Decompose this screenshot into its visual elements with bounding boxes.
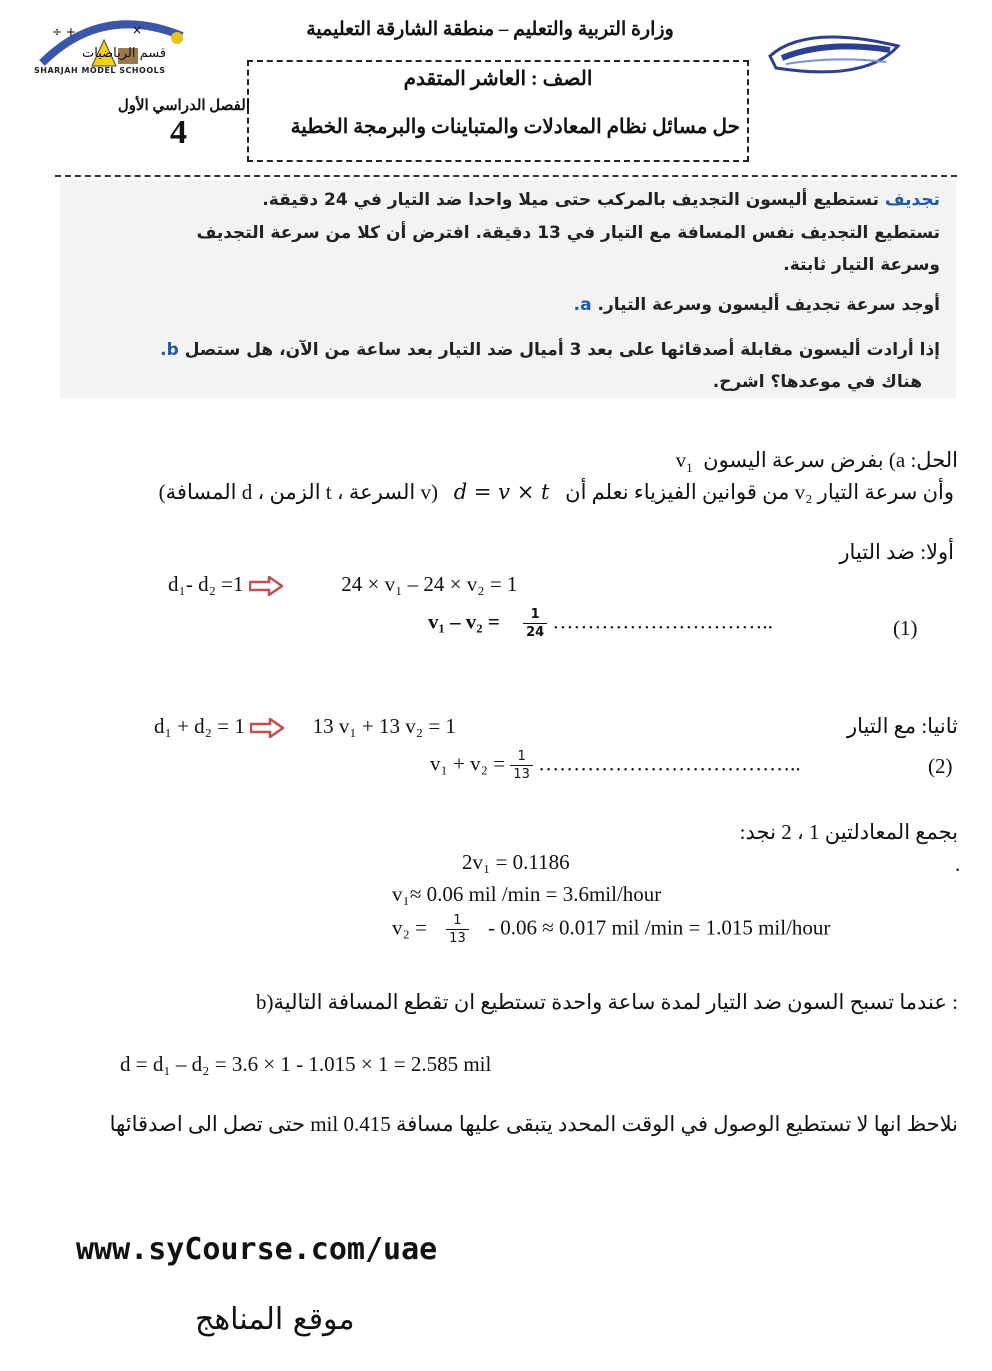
- eq2-dots: ………………………………..: [538, 751, 801, 776]
- eq1-numerator: 1: [523, 608, 547, 624]
- svg-text:÷ +: ÷ +: [52, 25, 76, 39]
- school-emblem-graphic: [766, 22, 906, 84]
- eq-a-right: 24 × v₁ – 24 × v₂ = 1: [341, 572, 518, 596]
- model-secondary-school-logo: [766, 22, 906, 84]
- v2-result-row: [392, 914, 830, 945]
- header-divider: [55, 175, 957, 177]
- problem-tag: تجديف: [884, 190, 940, 210]
- solution-intro-2-tail: (v السرعة ، t الزمن ، d المسافة): [158, 480, 439, 504]
- v1-symbol: $v_1$: [675, 448, 693, 476]
- term-label: الفصل الدراسي الأول: [117, 98, 250, 114]
- distance-equation: d = d₁ – d₂ = 3.6 × 1 - 1.015 × 1 = 2.585 mil: [120, 1052, 492, 1076]
- question-a-text: أوجد سرعة تجديف أليسون وسرعة التيار.: [597, 295, 940, 315]
- ministry-header: وزارة التربية والتعليم – منطقة الشارقة التعليمية: [306, 19, 674, 40]
- question-a-label: a.: [573, 295, 592, 315]
- problem-question-a: [60, 295, 940, 315]
- part-b-heading: b)عندما تسبح السون ضد التيار لمدة ساعة واحدة تستطيع ان تقطع المسافة التالية :: [255, 990, 958, 1014]
- right-arrow-icon: [249, 576, 283, 596]
- eq2-denominator: 13: [513, 767, 530, 782]
- eq-b-left: d₁ + d₂ = 1: [154, 714, 245, 738]
- grade-label: الصف : العاشر المتقدم: [403, 68, 593, 90]
- eq-a-left: d₁- d₂ =1: [168, 572, 244, 596]
- solution-intro-1: [676, 448, 958, 476]
- eq2-left: v₁ + v₂ =: [430, 751, 506, 776]
- sum-heading: بجمع المعادلتين 1 ، 2 نجد:: [739, 820, 958, 844]
- problem-question-b-line-1: [60, 340, 940, 360]
- v2-denominator: 13: [449, 931, 466, 946]
- eq2-numerator: 1: [510, 750, 533, 766]
- website-url: www.syCourse.com/uae: [76, 1232, 438, 1267]
- site-name: موقع المناهج: [195, 1302, 355, 1337]
- v1-var: v: [675, 448, 687, 472]
- problem-line-2: تستطيع التجديف نفس المسافة مع التيار في 13 دقيقة. افترض أن كلا من سرعة التجديف: [196, 223, 940, 243]
- eq1-dots: …………………………..: [552, 609, 773, 634]
- problem-line-1: [60, 190, 940, 210]
- solution-intro-1-text: الحل: a) بفرض سرعة اليسون: [703, 448, 958, 472]
- eq1-left: v₁ – v₂ =: [428, 609, 500, 634]
- sharjah-model-schools-logo: [32, 8, 192, 80]
- first-case-heading: أولا: ضد التيار: [839, 540, 954, 564]
- question-b-label: b.: [160, 340, 179, 360]
- problem-statement-box: [60, 180, 956, 398]
- svg-text:×: ×: [132, 23, 143, 37]
- problem-line-3: وسرعة التيار ثابتة.: [783, 255, 940, 275]
- eq-b-right: 13 v₁ + 13 v₂ = 1: [312, 714, 456, 738]
- v2-numerator: 1: [446, 914, 469, 930]
- equation-1-label: (1): [893, 616, 918, 640]
- problem-question-b-line-2: هناك في موعدها؟ اشرح.: [712, 372, 922, 392]
- second-case-heading: ثانيا: مع التيار: [846, 714, 958, 738]
- eq2-fraction: [510, 750, 533, 781]
- right-arrow-icon-2: [250, 718, 284, 738]
- equation-2-row: [430, 750, 801, 781]
- distance-formula: d = v × t: [453, 480, 550, 504]
- v1-result: v₁≈ 0.06 mil /min = 3.6mil/hour: [392, 882, 662, 906]
- eq1-fraction: [523, 608, 547, 639]
- worksheet-title: حل مسائل نظام المعادلات والمتباينات والبرمجة الخطية: [290, 116, 740, 138]
- sum-dot: .: [955, 852, 961, 876]
- solution-intro-2: [159, 480, 954, 505]
- unit-number: 4: [170, 114, 187, 151]
- sum-equation: 2v₁ = 0.1186: [462, 850, 570, 874]
- left-logo-arabic-text: قسم الرياضيات: [82, 46, 167, 61]
- equation-1-row: [428, 608, 773, 639]
- v2-right: - 0.06 ≈ 0.017 mil /min = 1.015 mil/hour: [487, 915, 831, 940]
- question-b-text: إذا أرادت أليسون مقابلة أصدقائها على بعد 3 أميال ضد التيار بعد ساعة من الآن، هل ستصل: [184, 340, 940, 360]
- eq1-denominator: 24: [526, 625, 545, 640]
- solution-intro-2-text: وأن سرعة التيار v₂ من قوانين الفيزياء نعلم أن: [565, 480, 954, 504]
- eq-with-current-row: [154, 714, 456, 739]
- eq-against-current-row: [168, 572, 517, 597]
- problem-line-1-text: تستطيع أليسون التجديف بالمركب حتى ميلا واحدا ضد التيار في 24 دقيقة.: [262, 190, 879, 210]
- left-logo-caption: SHARJAH MODEL SCHOOLS: [34, 66, 166, 75]
- v2-fraction: [446, 914, 469, 945]
- equation-2-label: (2): [928, 754, 953, 778]
- v2-left: v₂ =: [392, 915, 427, 940]
- conclusion-text: نلاحظ انها لا تستطيع الوصول في الوقت المحدد يتبقى عليها مسافة 0.415 mil حتى تصل الى اصدقائها: [109, 1112, 958, 1136]
